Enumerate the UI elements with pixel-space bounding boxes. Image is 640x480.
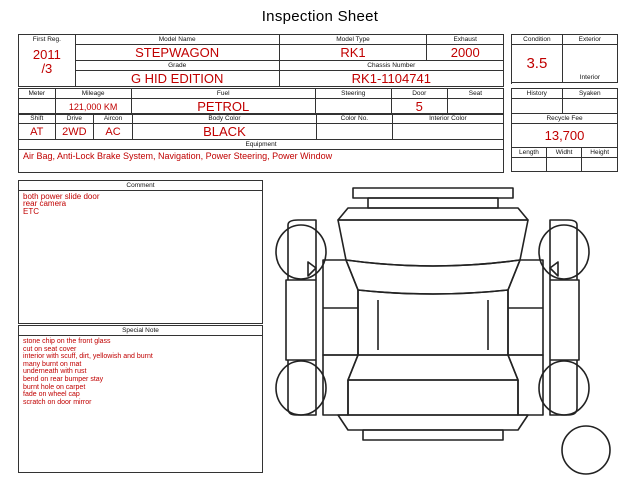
equipment-label: Equipment [19, 140, 504, 150]
interior-color-label: Interior Color [392, 114, 503, 124]
equipment-value: Air Bag, Anti-Lock Brake System, Navigation, Power Steering, Power Window [19, 150, 504, 173]
grade-label: Grade [75, 61, 279, 71]
condition-table [511, 34, 618, 83]
right-front-wheel-icon [539, 225, 589, 279]
model-type-label: Model Type [279, 35, 427, 45]
width-value [546, 158, 582, 172]
first-reg-month: /3 [41, 61, 53, 76]
model-name-label: Model Name [75, 35, 279, 45]
fuel-label: Fuel [131, 89, 315, 99]
left-rear-wheel-icon [276, 361, 326, 415]
syaken-label: Syaken [562, 89, 617, 99]
tailgate-icon [323, 355, 358, 415]
spare-wheel-icon [562, 426, 610, 474]
grade-value: G HID EDITION [75, 71, 279, 87]
vehicle-info-table [18, 34, 504, 87]
color-no-value [317, 124, 393, 140]
door-label: Door [391, 89, 447, 99]
rear-bumper-icon [338, 415, 528, 430]
special-note-text: stone chip on the front glass cut on seat cover interior with scuff, dirt, yellowish and burnt many burnt on mat underneath with rust bend on rear bumper stay burnt hole on carpet fade on wheel cap scratch on door mirror [23, 338, 153, 406]
comment-text: both power slide door rear camera ETC [23, 192, 100, 216]
rear-window-icon [348, 355, 518, 380]
first-reg-year: 2011 [32, 47, 61, 62]
chassis-label: Chassis Number [279, 61, 503, 71]
length-label: Length [512, 148, 547, 158]
condition-value: 3.5 [512, 45, 563, 83]
body-color-label: Body Color [132, 114, 316, 124]
comment-box [18, 180, 263, 324]
roof-icon [358, 290, 508, 355]
seat-label: Seat [447, 89, 503, 99]
length-value [512, 158, 547, 172]
windshield-icon [346, 260, 520, 294]
first-reg-label: First Reg. [32, 36, 61, 43]
width-label: Widht [546, 148, 582, 158]
left-side-panel-icon [286, 220, 316, 415]
shift-label: Shift [19, 114, 56, 124]
steering-label: Steering [315, 89, 391, 99]
aircon-label: Aircon [94, 114, 133, 124]
model-type-value: RK1 [279, 45, 427, 61]
right-mirror-icon [550, 262, 558, 276]
fuel-value: PETROL [131, 99, 315, 115]
left-front-wheel-icon [276, 225, 326, 279]
door-value: 5 [391, 99, 447, 115]
sheet-title: Inspection Sheet [261, 8, 379, 25]
mileage-value: 121,000 KM [55, 99, 131, 115]
body-color-value: BLACK [132, 124, 316, 140]
hood-icon [338, 220, 528, 266]
exhaust-value: 2000 [427, 45, 504, 61]
history-table [511, 88, 618, 114]
special-note-box [18, 325, 263, 473]
aircon-value: AC [94, 124, 133, 140]
exhaust-label: Exhaust [427, 35, 504, 45]
first-reg-cell [19, 35, 76, 87]
shift-value: AT [19, 124, 56, 140]
syaken-value [562, 99, 617, 114]
chassis-value: RK1-1104741 [279, 71, 503, 87]
drive-label: Drive [55, 114, 94, 124]
history-value [512, 99, 563, 114]
interior-label: Interior [579, 74, 600, 81]
condition-label: Condition [512, 35, 563, 45]
height-label: Height [582, 148, 618, 158]
history-label: History [512, 89, 563, 99]
recycle-fee-label: Recycle Fee [512, 114, 618, 124]
front-bumper-icon [353, 188, 513, 198]
model-name-value: STEPWAGON [75, 45, 279, 61]
height-value [582, 158, 618, 172]
car-damage-diagram [268, 180, 618, 475]
interior-color-value [392, 124, 503, 140]
right-rear-wheel-icon [539, 361, 589, 415]
exterior-label: Exterior [562, 35, 617, 45]
right-side-panel-icon [550, 220, 579, 415]
mileage-label: Mileage [55, 89, 131, 99]
drive-value: 2WD [55, 124, 94, 140]
drivetrain-table [18, 113, 504, 173]
meter-label: Meter [19, 89, 56, 99]
comment-label: Comment [19, 181, 262, 191]
special-note-label: Special Note [19, 326, 262, 336]
color-no-label: Color No. [317, 114, 393, 124]
vehicle-spec-table [18, 88, 504, 115]
exterior-value [562, 45, 617, 83]
recycle-table [511, 113, 618, 172]
recycle-fee-value: 13,700 [512, 124, 618, 148]
